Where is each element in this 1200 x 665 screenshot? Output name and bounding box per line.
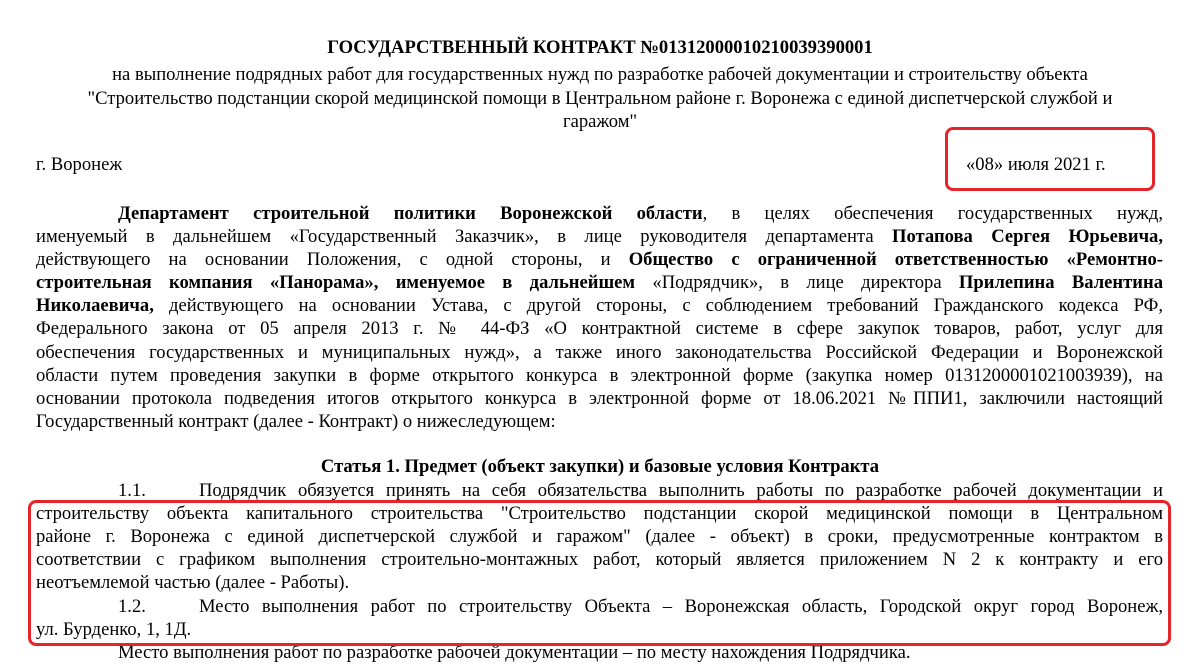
clause-1-1-line: районе г. Воронежа с единой диспетчерской службой и гаражом" (далее - объект) в сроки, предусмотренные контрактом в <box>36 526 1163 547</box>
preamble-line: основании протокола подведения итогов открытого конкурса в электронной форме от 18.06.2021 №ППИ1, заключили настоящий <box>36 388 1163 409</box>
contract-subtitle-line2: "Строительство подстанции скорой медицинской помощи в Центральном районе г. Воронежа с единой диспетчерской службой и <box>87 88 1113 109</box>
preamble-line: Федерального закона от 05 апреля 2013 г. № 44-ФЗ «О контрактной системе в сфере закупок товаров, работ, услуг для <box>36 318 1163 339</box>
clause-1-1-line: соответствии с графиком выполнения строительно-монтажных работ, который является приложением N 2 к контракту и его <box>36 549 1163 570</box>
clauses-highlight-box <box>28 500 1171 646</box>
preamble-line: именуемый в дальнейшем «Государственный Заказчик», в лице руководителя департамента Потапова Сергея Юрьевича, <box>36 226 1164 247</box>
preamble-line: Департамент строительной политики Воронежской области, в целях обеспечения государственных нужд, <box>118 203 1163 224</box>
clause-1-2-continuation: Место выполнения работ по разработке рабочей документации – по месту нахождения Подрядчика. <box>118 642 911 663</box>
clause-1-2-line: Место выполнения работ по строительству Объекта – Воронежская область, Городской округ город Воронеж, <box>199 596 1163 617</box>
contract-date: «08» июля 2021 г. <box>966 154 1106 175</box>
preamble-line: Николаевича, действующего на основании Устава, с другой стороны, с соблюдением требований Гражданского кодекса РФ, <box>36 295 1163 316</box>
contract-subtitle-line1: на выполнение подрядных работ для государственных нужд по разработке рабочей документации и строительству объекта <box>112 64 1088 85</box>
clause-1-1-number: 1.1. <box>118 480 146 501</box>
preamble-line: области путем проведения закупки в форме открытого конкурса в электронной форме (закупка номер 0131200001021003939), на <box>36 365 1163 386</box>
clause-1-1-line: Подрядчик обязуется принять на себя обязательства выполнить работы по разработке рабочей документации и <box>199 480 1163 501</box>
contract-subtitle-line3: гаражом" <box>562 111 638 132</box>
article-1-heading: Статья 1. Предмет (объект закупки) и базовые условия Контракта <box>320 456 880 477</box>
preamble-line: строительная компания «Панорама», именуемое в дальнейшем «Подрядчик», в лице директора Прилепина Валентина <box>36 272 1163 293</box>
clause-1-1-line: неотъемлемой частью (далее - Работы). <box>36 572 350 593</box>
preamble-line: Государственный контракт (далее - Контракт) о нижеследующем: <box>36 411 556 432</box>
preamble-line: действующего на основании Положения, с одной стороны, и Общество с ограниченной ответственностью «Ремонтно- <box>36 249 1163 270</box>
clause-1-1-line: строительству объекта капитального строительства "Строительство подстанции скорой медицинской помощи в Центральном <box>36 503 1163 524</box>
date-highlight-box <box>945 127 1155 191</box>
clause-1-2-number: 1.2. <box>118 596 146 617</box>
contract-city: г. Воронеж <box>36 154 123 175</box>
preamble-line: обеспечения государственных и муниципальных нужд», а также иного законодательства Российской Федерации и Воронежской <box>36 342 1163 363</box>
contract-title: ГОСУДАРСТВЕННЫЙ КОНТРАКТ №0131200001021003939000​1 <box>327 37 873 58</box>
clause-1-2-line: ул. Бурденко, 1, 1Д. <box>36 619 192 640</box>
